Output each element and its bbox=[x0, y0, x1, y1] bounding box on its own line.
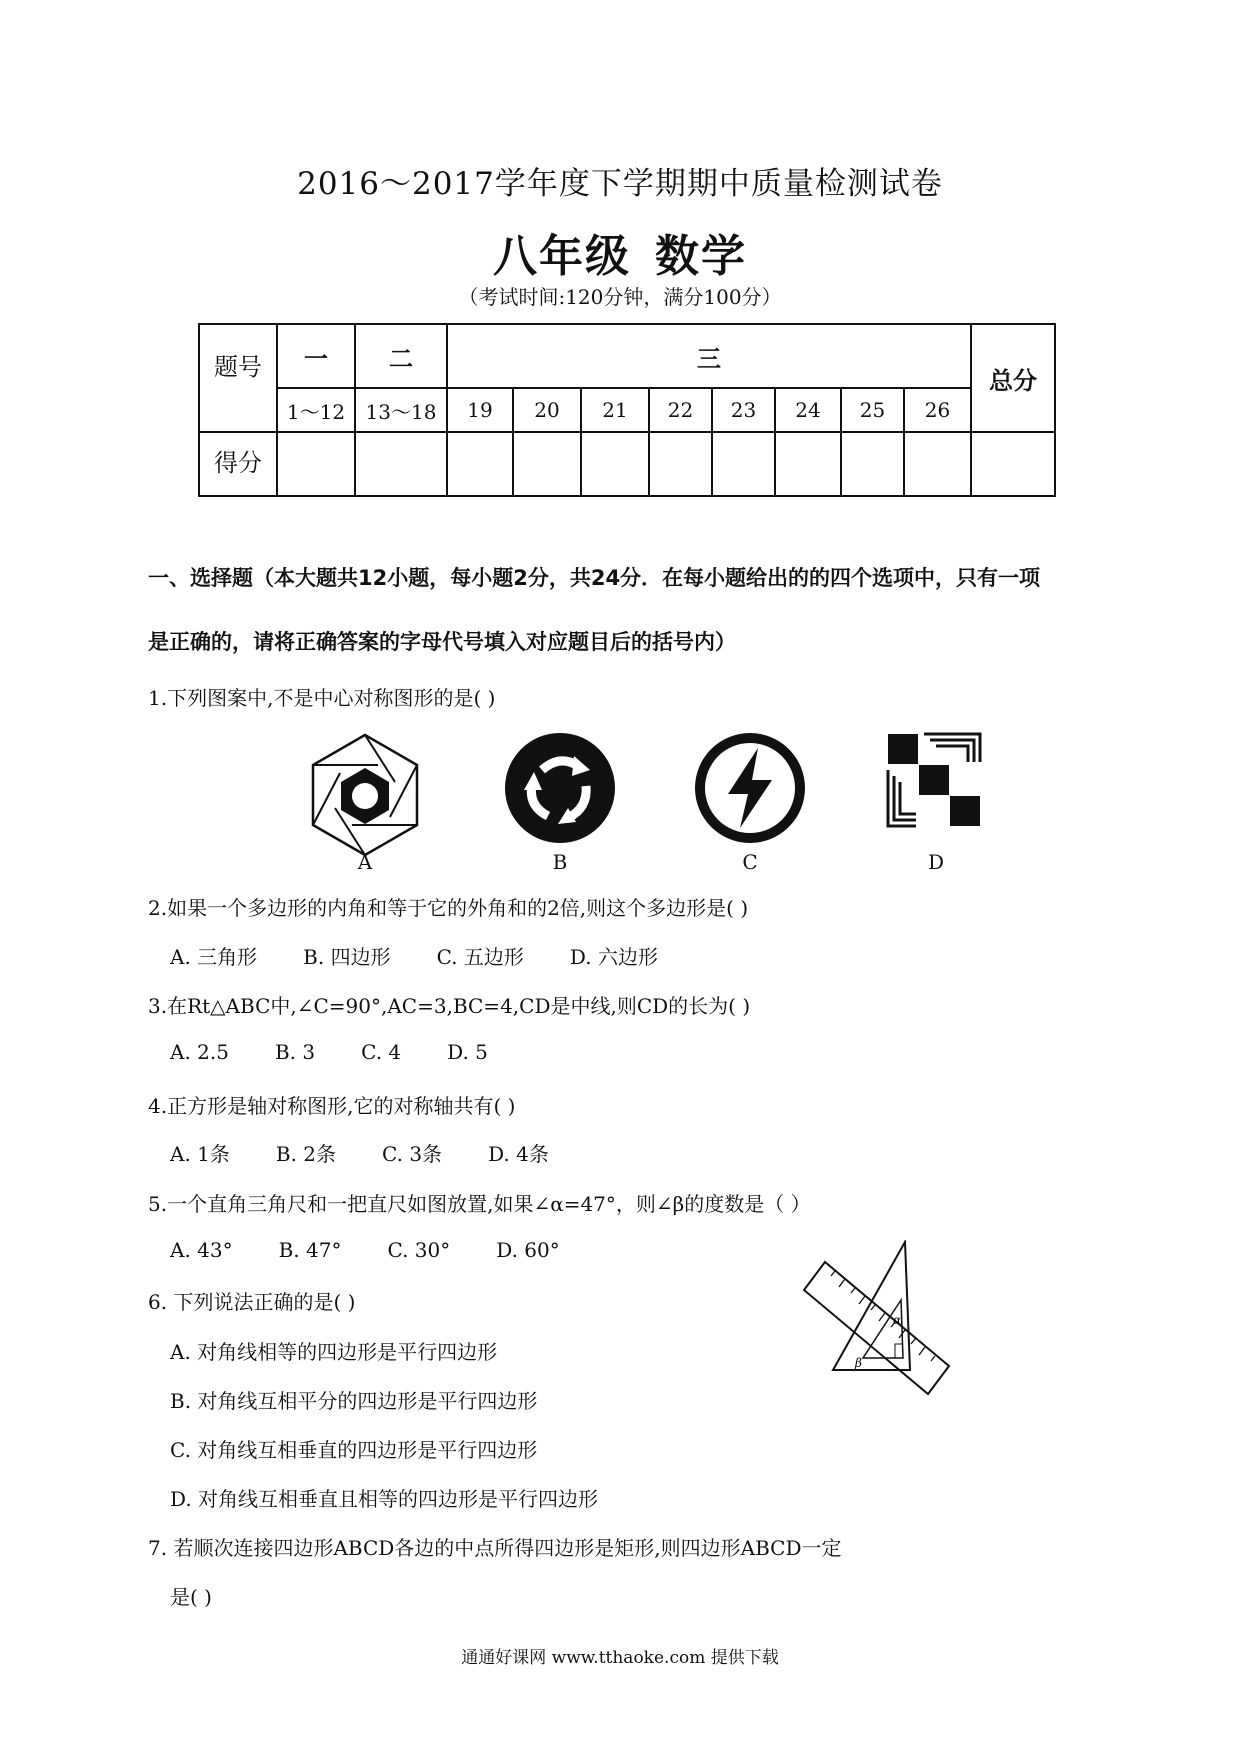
row-label: 题号 bbox=[199, 324, 277, 432]
question-3-options bbox=[170, 1040, 534, 1064]
figure-b-recycle-icon bbox=[502, 730, 618, 846]
score-cell[interactable] bbox=[712, 432, 775, 496]
question-24: 24 bbox=[775, 388, 841, 432]
score-label: 得分 bbox=[199, 432, 277, 496]
option-d: D. 六边形 bbox=[569, 945, 658, 969]
question-5-options bbox=[170, 1238, 606, 1262]
question-7-line2: 是( ) bbox=[170, 1585, 212, 1609]
score-cell[interactable] bbox=[649, 432, 712, 496]
option-c: C. 30° bbox=[387, 1238, 451, 1262]
question-20: 20 bbox=[513, 388, 581, 432]
question-6-option-a: A. 对角线相等的四边形是平行四边形 bbox=[170, 1340, 498, 1364]
question-1: 1.下列图案中,不是中心对称图形的是( ) bbox=[148, 686, 496, 710]
grade-label: 八年级 bbox=[493, 231, 631, 282]
question-25: 25 bbox=[841, 388, 904, 432]
option-c: C. 五边形 bbox=[436, 945, 524, 969]
question-19: 19 bbox=[447, 388, 513, 432]
figure-label-a: A bbox=[357, 850, 373, 874]
score-table bbox=[198, 323, 1056, 497]
section-heading-line2: 是正确的，请将正确答案的字母代号填入对应题目后的括号内） bbox=[148, 630, 736, 654]
exam-title: 2016～2017学年度下学期期中质量检测试卷 bbox=[297, 166, 943, 202]
question-2-options bbox=[170, 941, 704, 970]
option-a: A. 三角形 bbox=[170, 945, 258, 969]
figure-ruler-triangle bbox=[795, 1240, 965, 1410]
question-5: 5.一个直角三角尺和一把直尺如图放置,如果∠α=47°，则∠β的度数是（ ） bbox=[148, 1192, 811, 1216]
option-c: C. 4 bbox=[361, 1040, 402, 1064]
option-b: B. 2条 bbox=[275, 1142, 337, 1166]
question-range-1: 1～12 bbox=[277, 388, 355, 432]
footer-credit: 通通好课网 www.tthaoke.com 提供下载 bbox=[461, 1648, 779, 1668]
score-cell[interactable] bbox=[355, 432, 447, 496]
option-a: A. 1条 bbox=[170, 1142, 230, 1166]
score-cell[interactable] bbox=[581, 432, 649, 496]
score-cell[interactable] bbox=[841, 432, 904, 496]
figure-c-lightning-icon bbox=[692, 730, 808, 846]
beta-label: β bbox=[855, 1356, 862, 1370]
question-range-2: 13～18 bbox=[355, 388, 447, 432]
score-cell[interactable] bbox=[277, 432, 355, 496]
option-d: D. 60° bbox=[496, 1238, 560, 1262]
option-d: D. 4条 bbox=[488, 1142, 549, 1166]
question-6-option-c: C. 对角线互相垂直的四边形是平行四边形 bbox=[170, 1438, 538, 1462]
score-cell[interactable] bbox=[513, 432, 581, 496]
total-score-cell[interactable] bbox=[971, 432, 1055, 496]
option-a: A. 43° bbox=[170, 1238, 233, 1262]
option-d: D. 5 bbox=[447, 1040, 488, 1064]
option-b: B. 3 bbox=[274, 1040, 316, 1064]
question-6: 6. 下列说法正确的是( ) bbox=[148, 1290, 356, 1314]
option-b: B. 四边形 bbox=[303, 945, 391, 969]
total-label: 总分 bbox=[971, 324, 1055, 432]
part-2-header: 二 bbox=[355, 324, 447, 388]
question-2: 2.如果一个多边形的内角和等于它的外角和的2倍,则这个多边形是( ) bbox=[148, 896, 749, 920]
part-1-header: 一 bbox=[277, 324, 355, 388]
figure-label-b: B bbox=[552, 850, 568, 874]
question-6-option-d: D. 对角线互相垂直且相等的四边形是平行四边形 bbox=[170, 1487, 599, 1511]
question-3: 3.在Rt△ABC中,∠C=90°,AC=3,BC=4,CD是中线,则CD的长为( ) bbox=[148, 994, 751, 1018]
question-4-options bbox=[170, 1138, 595, 1167]
section-heading-line1: 一、选择题（本大题共12小题，每小题2分，共24分．在每小题给出的的四个选项中，只有一项 bbox=[148, 566, 1041, 590]
exam-subtitle bbox=[0, 220, 1240, 284]
alpha-label: α bbox=[893, 1313, 902, 1327]
question-21: 21 bbox=[581, 388, 649, 432]
question-4: 4.正方形是轴对称图形,它的对称轴共有( ) bbox=[148, 1094, 516, 1118]
score-cell[interactable] bbox=[775, 432, 841, 496]
question-7-line1: 7. 若顺次连接四边形ABCD各边的中点所得四边形是矩形,则四边形ABCD一定 bbox=[148, 1536, 842, 1560]
question-6-option-b: B. 对角线互相平分的四边形是平行四边形 bbox=[170, 1389, 538, 1413]
option-a: A. 2.5 bbox=[170, 1040, 229, 1064]
subject-label: 数学 bbox=[655, 231, 747, 282]
question-22: 22 bbox=[649, 388, 712, 432]
figure-label-c: C bbox=[742, 850, 758, 874]
question-23: 23 bbox=[712, 388, 775, 432]
figure-label-d: D bbox=[927, 850, 945, 874]
figure-a-hexagon-icon bbox=[300, 730, 430, 860]
option-c: C. 3条 bbox=[382, 1142, 443, 1166]
part-3-header: 三 bbox=[447, 324, 971, 388]
question-26: 26 bbox=[904, 388, 971, 432]
score-cell[interactable] bbox=[904, 432, 971, 496]
option-b: B. 47° bbox=[278, 1238, 342, 1262]
score-cell[interactable] bbox=[447, 432, 513, 496]
figure-d-squares-icon bbox=[886, 732, 982, 828]
exam-note: （考试时间:120分钟，满分100分） bbox=[458, 285, 782, 309]
